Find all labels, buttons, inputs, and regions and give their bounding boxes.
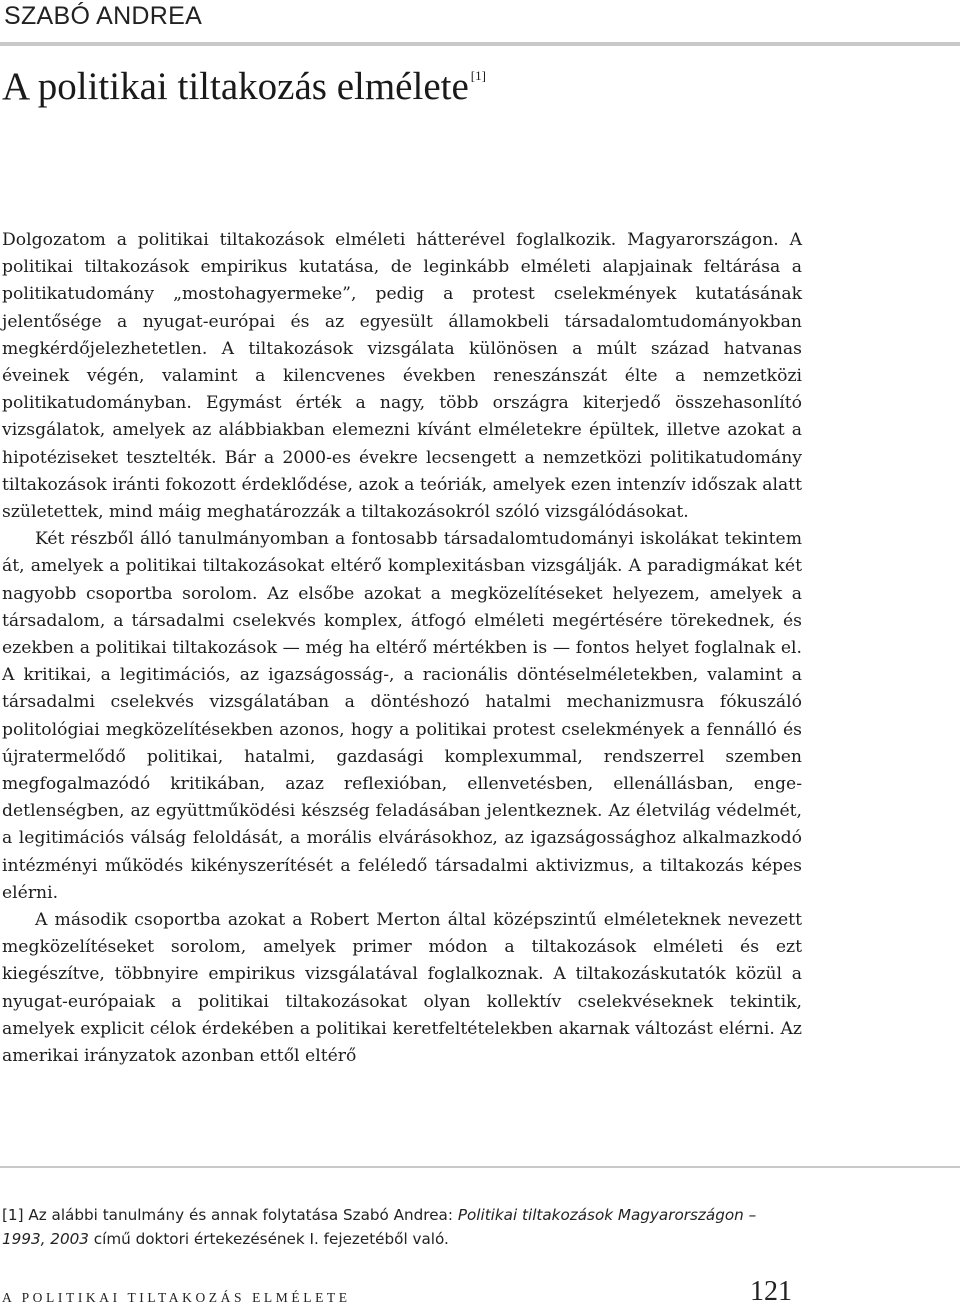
paragraph-3: A második csoportba azokat a Robert Merton által középszintű elméleteknek nevezett megközelítéseket sorolom, amelyek primer módon a tiltakozások elméleti és ezt kiegészítve, többnyire empirikus vizsgálatával foglalkoznak. A tiltakozáskutatók közül a nyugat-európaiak a politikai tiltakozásokat olyan kollektív cselekvéseknek tekintik, amelyek explicit célok érdekében a politikai keretfeltételekben akarnak változást elérni. Az amerikai irányzatok azonban ettől eltérő	[2, 910, 802, 1067]
running-footer-title: A POLITIKAI TILTAKOZÁS ELMÉLETE	[2, 1290, 351, 1305]
page-number: 121	[750, 1276, 792, 1307]
footnote-text-after: című doktori értekezésének I. fejezetéből való.	[88, 1230, 449, 1248]
header-divider	[0, 42, 960, 46]
paragraph-1: Dolgozatom a politikai tiltakozások elméleti hátterével foglalkozik. Magyarországon. A politikai tiltakozások empirikus kutatása, de leginkább elméleti alapjainak feltárása a politikatudomány „mostohagyermeke”, pedig a protest cselekmények kutatásának jelentősége a nyugat-európai és az egyesült államokbeli társadalomtudományokban megkérdőjelezhetetlen. A tiltakozások vizsgálata különösen a múlt század hatvanas éveinek végén, valamint a kilencvenes években reneszánszát élte a nemzetközi politikatudományban. Egymást érték a nagy, több országra kiterjedő összehasonlító vizsgálatok, amelyek az alábbiakban elemezni kívánt elméletekre épültek, illetve azokat a hipotéziseket tesztelték. Bár a 2000-es évekre lecsengett a nemzetközi politikatudomány tiltakozások iránti fokozott érdeklődése, azok a teóriák, amelyek ezen intenzív időszak alatt születettek, mind máig meghatározzák a tiltakozásokról szóló vizsgálódásokat.	[2, 230, 802, 523]
article-body	[2, 227, 802, 1070]
paragraph-2: Két részből álló tanulmányomban a fontosabb társadalomtudományi iskolákat tekintem át, amelyek a politikai tiltakozásokat eltérő komplexitásban vizsgálják. A paradigmákat két nagyobb csoportba sorolom. Az elsőbe azokat a megközelítéseket helyezem, amelyek a társadalom, a társadalmi cselekvés komplex, átfogó elméleti megértésére törekednek, és ezekben a politikai tiltakozások — még ha eltérő mértékben is — fontos helyet foglalnak el. A kritikai, a legitimációs, az igazságosság-, a racionális döntéselméletekben, valamint a társadalmi cselekvés vizsgálatában a döntéshozó hatalmi mechanizmusra fókuszáló politológiai megközelítésekben azonos, hogy a politikai protest cselekmények a fennálló és újratermelődő politikai, hatalmi, gazdasági komplexummal, rendszerrel szemben megfogalmazódó kritikában, azaz reflexióban, ellenvetésben, ellenállásban, engedetlenségben, az együttműködési készség feladásában jelentkeznek. Az életvilág védelmét, a legitimációs válság feloldását, a morális elvárásokhoz, az igazságossághoz alkalmazkodó intézményi működés kikényszerítését a feléledő társadalmi aktivizmus, a tiltakozás képes elérni.	[2, 529, 802, 903]
footnote-divider	[0, 1166, 960, 1168]
article-title-text: A politikai tiltakozás elmélete	[2, 65, 469, 108]
footnote	[2, 1203, 802, 1251]
title-footnote-marker[interactable]: [1]	[470, 68, 486, 83]
article-title	[2, 64, 486, 109]
footnote-marker: [1]	[2, 1206, 24, 1224]
author-name: SZABÓ ANDREA	[4, 2, 203, 30]
footnote-text-before: Az alábbi tanulmány és annak folytatása Szabó Andrea:	[28, 1206, 458, 1224]
footnote-italic-title: Politikai tiltakozások Magyarországon – 1993, 2003	[2, 1206, 757, 1248]
